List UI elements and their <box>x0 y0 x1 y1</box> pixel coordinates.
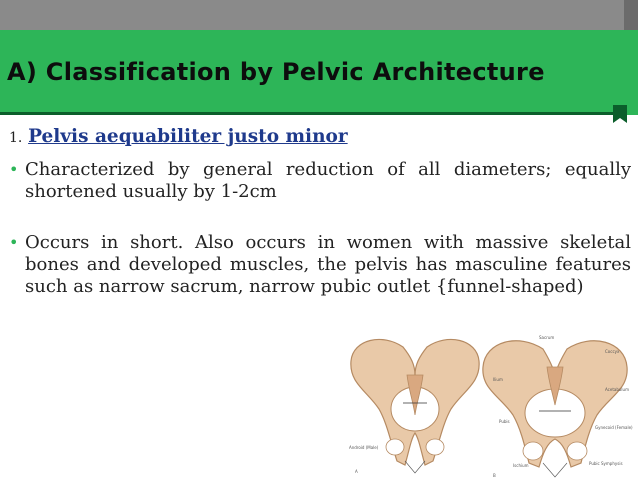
slide-marker-icon <box>613 105 627 123</box>
figure-label: Gynecoid (Female) <box>595 425 633 430</box>
item-number: 1. <box>9 130 23 146</box>
bullet-text: Occurs in short. Also occurs in women with massive skeletal bones and developed muscles, the pelvis has masculine features such as narrow sacrum, narrow pubic outlet {funnel-shaped) <box>25 232 631 297</box>
figure-label: Pubis <box>499 419 510 424</box>
gynecoid-pelvis-illustration <box>483 335 633 478</box>
slide-header <box>0 30 638 115</box>
figure-label: Ischium <box>513 463 529 468</box>
bullet-item <box>9 232 631 298</box>
bullet-icon: • <box>9 160 19 179</box>
bullet-text: Characterized by general reduction of all diameters; equally shortened usually by 1-2cm <box>25 159 631 202</box>
figure-label: B <box>493 473 496 478</box>
numbered-item <box>9 126 348 149</box>
bullet-item <box>9 159 631 203</box>
figure-label: Android (Male) <box>349 445 379 450</box>
figure-label: Ilium <box>493 377 503 382</box>
top-bar-accent <box>624 0 638 30</box>
figure-label: Coccyx <box>605 349 620 354</box>
figure-label: A <box>355 469 358 474</box>
figure-label: Pubic Symphysis <box>589 461 623 466</box>
figure-label: Sacrum <box>539 335 555 340</box>
pelvis-comparison-figure <box>343 331 638 479</box>
slide-title: A) Classification by Pelvic Architecture <box>7 58 545 86</box>
item-heading: Pelvis aequabiliter justo minor <box>28 126 348 147</box>
android-pelvis-illustration <box>349 339 479 474</box>
title-rule <box>0 112 615 115</box>
bullet-icon: • <box>9 233 19 252</box>
figure-label: Acetabulum <box>605 387 629 392</box>
top-bar <box>0 0 638 30</box>
